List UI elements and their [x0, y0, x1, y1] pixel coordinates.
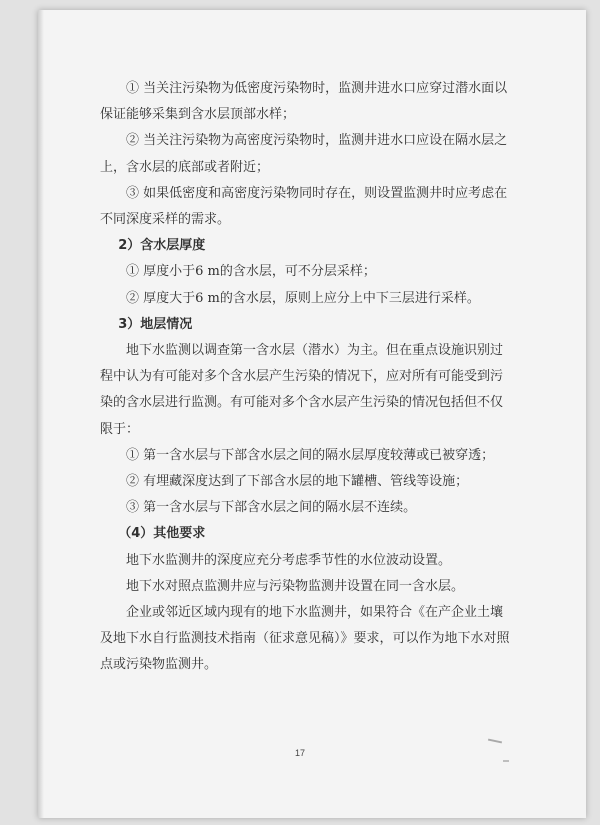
- paragraph-well-depth: 地下水监测井的深度应充分考虑季节性的水位波动设置。: [126, 552, 452, 568]
- document-body: [100, 76, 515, 679]
- paragraph-both-density: ③ 如果低密度和高密度污染物同时存在，则设置监测井时应考虑在不同深度采样的需求。: [100, 185, 508, 228]
- page-binding-shadow: [38, 10, 44, 818]
- paragraph-high-density: ② 当关注污染物为高密度污染物时，监测井进水口应设在隔水层之上，含水层的底部或者附近；: [100, 133, 508, 175]
- paragraph-strata-item2: ② 有埋藏深度达到了下部含水层的地下罐槽、管线等设施；: [126, 474, 469, 490]
- paragraph-low-density: ① 当关注污染物为低密度污染物时，监测井进水口应穿过潜水面以保证能够采集到含水层顶部水样；: [100, 81, 508, 123]
- heading-aquifer-thickness: 2）含水层厚度: [118, 238, 206, 254]
- page-number: 17: [294, 748, 305, 758]
- paragraph-thickness-gt6: ② 厚度大于6 m的含水层，原则上应分上中下三层进行采样。: [126, 290, 480, 306]
- paragraph-strata-intro: 地下水监测以调查第一含水层（潜水）为主。但在重点设施识别过程中认为有可能对多个含水层产生污染的情况下，应对所有可能受到污染的含水层进行监测。有可能对多个含水层产生污染的情况包括但不仅限于：: [100, 343, 504, 437]
- scan-mark: [503, 760, 509, 762]
- heading-strata: 3）地层情况: [118, 316, 193, 332]
- paragraph-existing-wells: 企业或邻近区域内现有的地下水监测井，如果符合《在产企业土壤及地下水自行监测技术指南（征求意见稿）》要求，可以作为地下水对照点或污染物监测井。: [100, 605, 510, 673]
- paragraph-control-well: 地下水对照点监测井应与污染物监测井设置在同一含水层。: [126, 578, 465, 594]
- heading-other-requirements: （4）其他要求: [118, 526, 206, 542]
- paragraph-thickness-lt6: ① 厚度小于6 m的含水层，可不分层采样；: [126, 264, 376, 280]
- paragraph-strata-item3: ③ 第一含水层与下部含水层之间的隔水层不连续。: [126, 500, 417, 516]
- paragraph-strata-item1: ① 第一含水层与下部含水层之间的隔水层厚度较薄或已被穿透；: [126, 447, 495, 463]
